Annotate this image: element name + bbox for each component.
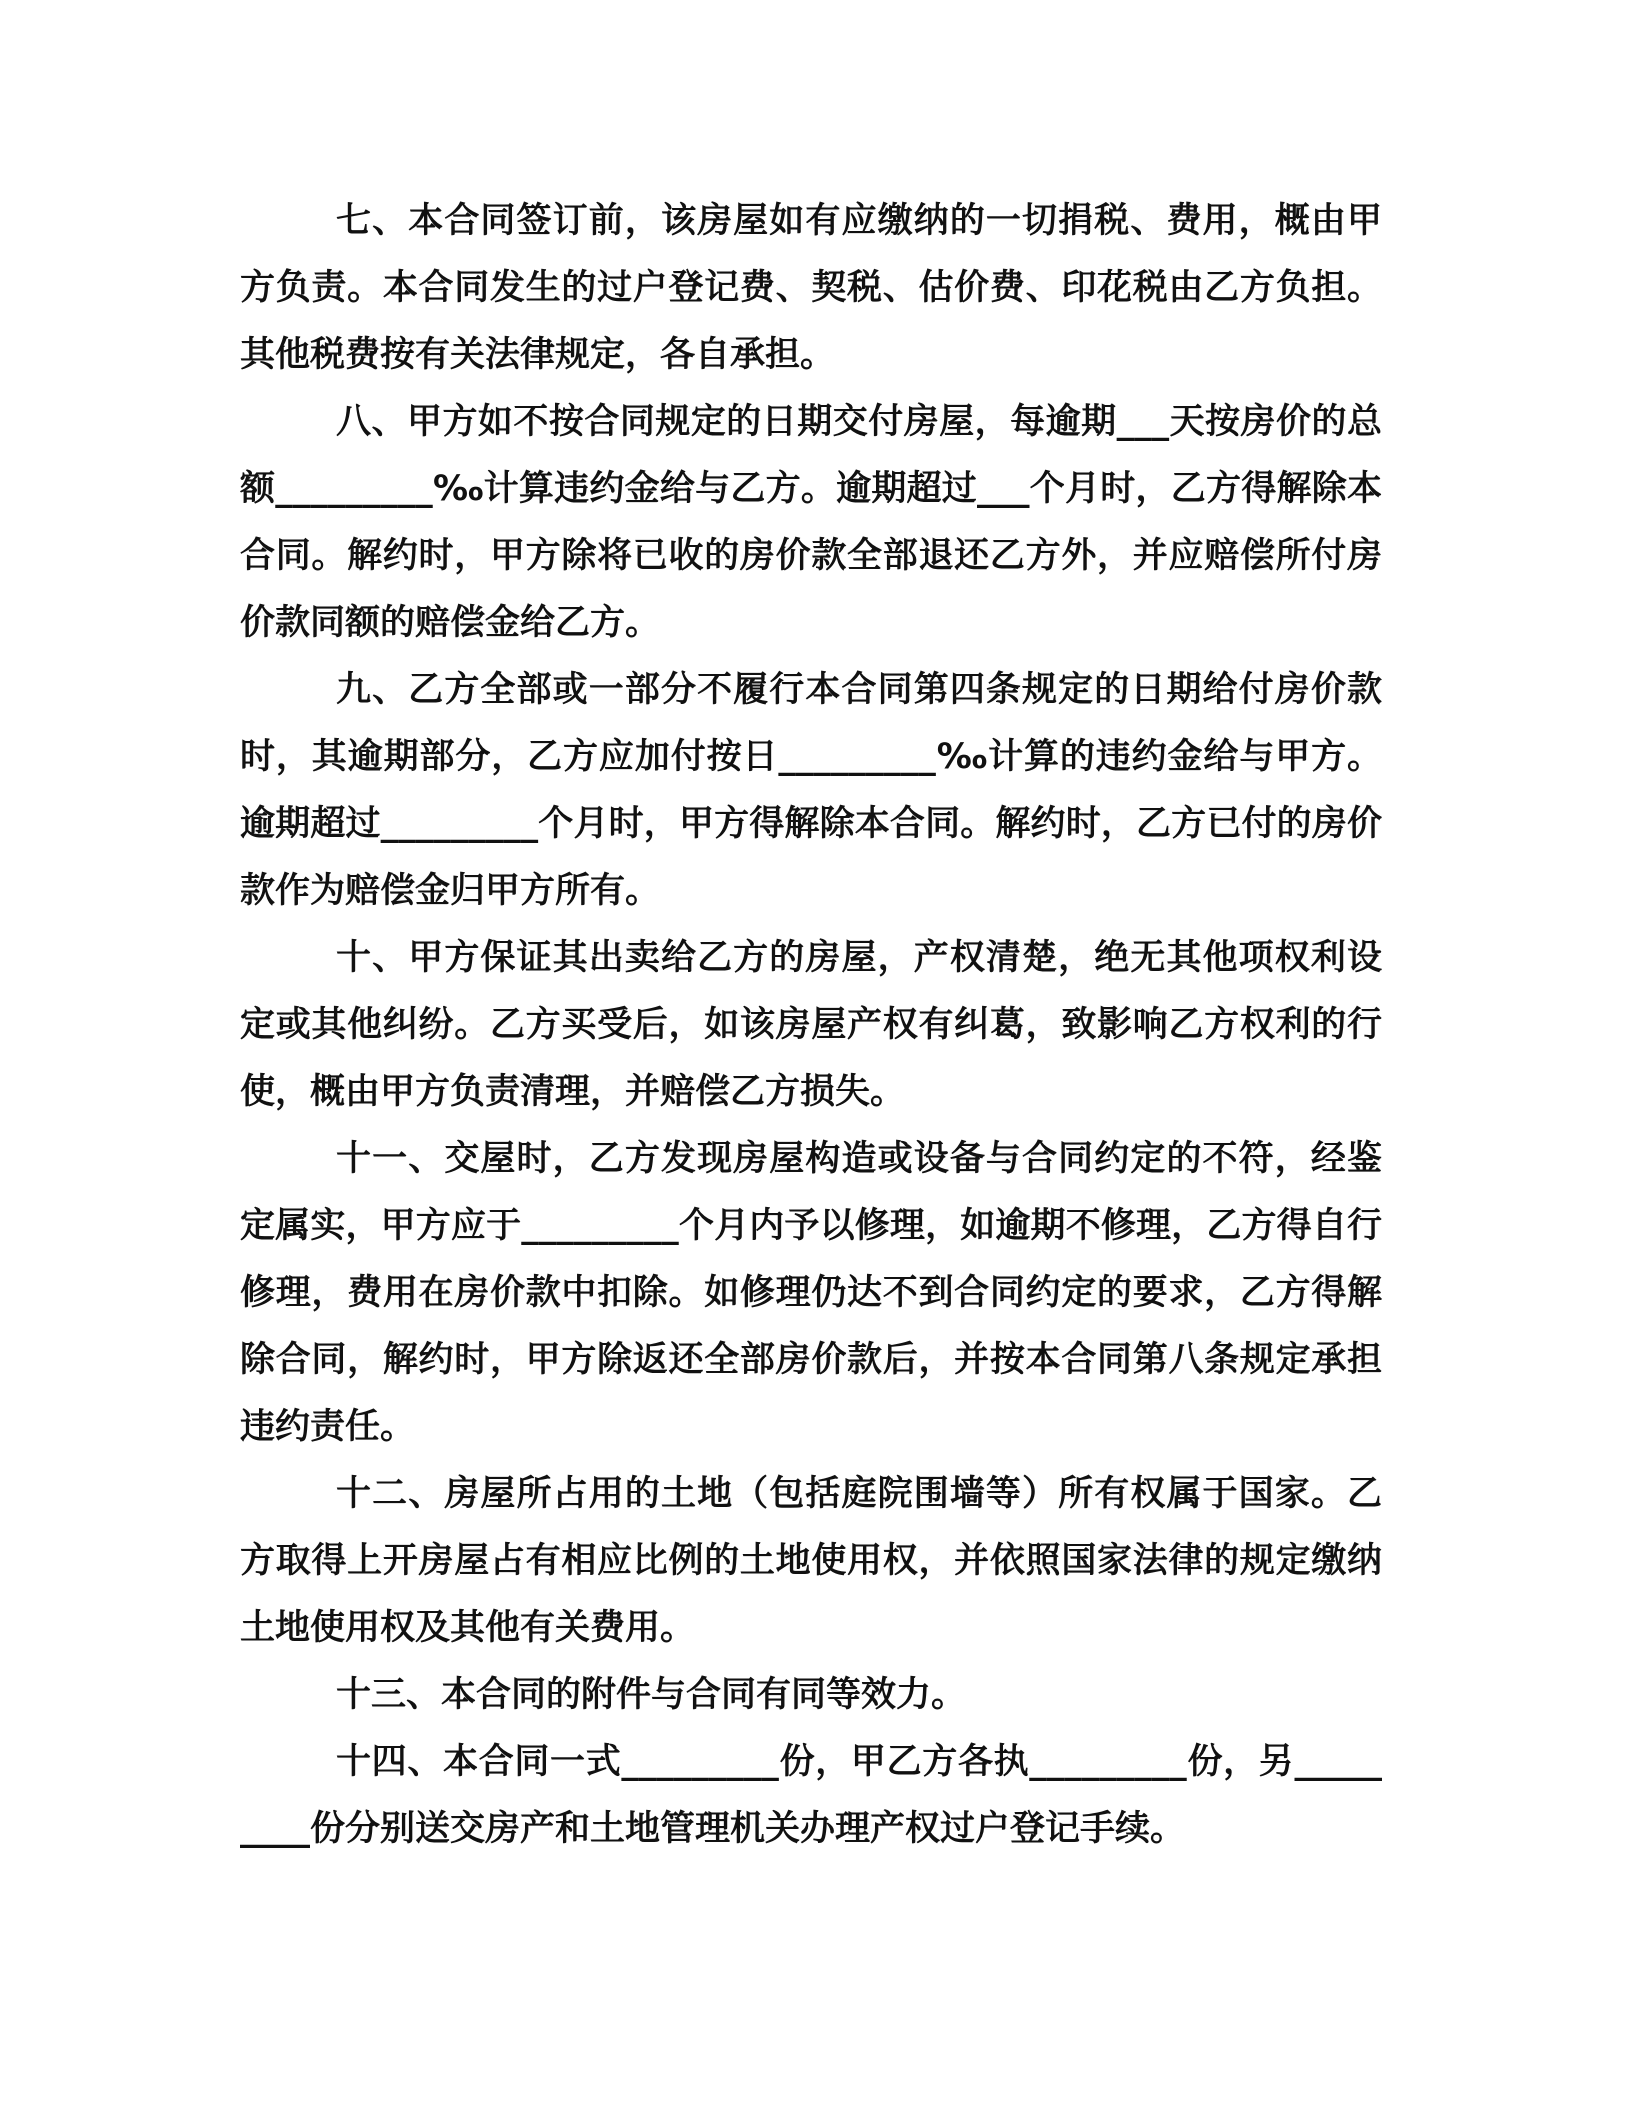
clause-9-paragraph: 九、乙方全部或一部分不履行本合同第四条规定的日期给付房价款时，其逾期部分，乙方应加付按日_________‰计算的违约金给与甲方。逾期超过_________个月时，甲方得解除本合同。解约时，乙方已付的房价款作为赔偿金归甲方所有。 [240, 670, 1382, 911]
contract-body [240, 188, 1382, 1863]
clause-7-paragraph: 七、本合同签订前，该房屋如有应缴纳的一切捐税、费用，概由甲方负责。本合同发生的过户登记费、契税、估价费、印花税由乙方负担。其他税费按有关法律规定，各自承担。 [240, 201, 1382, 375]
clause-14-paragraph: 十四、本合同一式_________份，甲乙方各执_________份，另_________份分别送交房产和土地管理机关办理产权过户登记手续。 [240, 1742, 1382, 1849]
clause-8-paragraph: 八、甲方如不按合同规定的日期交付房屋，每逾期___天按房价的总额_________‰计算违约金给与乙方。逾期超过___个月时，乙方得解除本合同。解约时，甲方除将已收的房价款全部退还乙方外，并应赔偿所付房价款同额的赔偿金给乙方。 [240, 402, 1382, 643]
clause-13-paragraph: 十三、本合同的附件与合同有同等效力。 [336, 1675, 967, 1715]
clause-10-paragraph: 十、甲方保证其出卖给乙方的房屋，产权清楚，绝无其他项权利设定或其他纠纷。乙方买受后，如该房屋产权有纠葛，致影响乙方权利的行使，概由甲方负责清理，并赔偿乙方损失。 [240, 938, 1382, 1112]
clause-11-paragraph: 十一、交屋时，乙方发现房屋构造或设备与合同约定的不符，经鉴定属实，甲方应于_________个月内予以修理，如逾期不修理，乙方得自行修理，费用在房价款中扣除。如修理仍达不到合同约定的要求，乙方得解除合同，解约时，甲方除返还全部房价款后，并按本合同第八条规定承担违约责任。 [240, 1139, 1382, 1447]
clause-12-paragraph: 十二、房屋所占用的土地（包括庭院围墙等）所有权属于国家。乙方取得上开房屋占有相应比例的土地使用权，并依照国家法律的规定缴纳土地使用权及其他有关费用。 [240, 1474, 1382, 1648]
